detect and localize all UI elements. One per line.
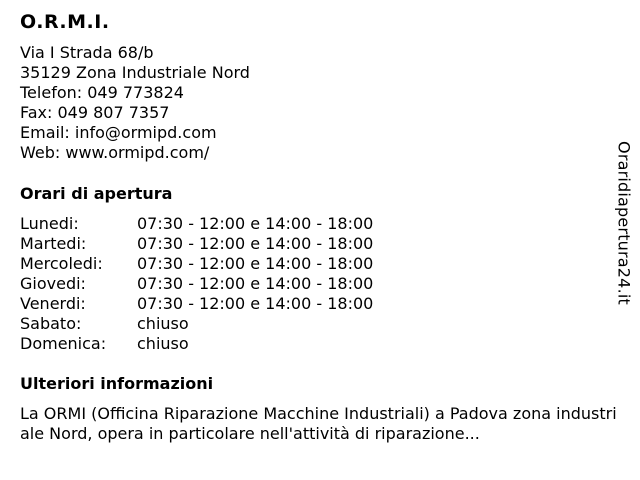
hours-row-sunday (20, 334, 373, 354)
time-value: 07:30 - 12:00 e 14:00 - 18:00 (137, 274, 374, 293)
hours-row-tuesday (20, 234, 373, 254)
time-value: chiuso (137, 314, 189, 333)
day-label: Mercoledi: (20, 254, 103, 273)
watermark-text: Oraridiapertura24.it (614, 141, 634, 305)
day-label: Lunedi: (20, 214, 79, 233)
hours-row-wednesday (20, 254, 373, 274)
hours-row-monday (20, 214, 373, 234)
day-label: Martedi: (20, 234, 87, 253)
hours-row-friday (20, 294, 373, 314)
day-label: Giovedi: (20, 274, 86, 293)
hours-row-saturday (20, 314, 373, 334)
day-label: Sabato: (20, 314, 82, 333)
opening-hours-table (20, 214, 373, 354)
address-city: 35129 Zona Industriale Nord (20, 63, 250, 82)
day-label: Venerdi: (20, 294, 86, 313)
opening-hours-heading: Orari di apertura (20, 184, 173, 203)
business-name: O.R.M.I. (20, 11, 110, 33)
time-value: chiuso (137, 334, 189, 353)
time-value: 07:30 - 12:00 e 14:00 - 18:00 (137, 294, 374, 313)
time-value: 07:30 - 12:00 e 14:00 - 18:00 (137, 254, 374, 273)
day-label: Domenica: (20, 334, 107, 353)
time-value: 07:30 - 12:00 e 14:00 - 18:00 (137, 234, 374, 253)
site-watermark (612, 135, 636, 311)
more-info-heading: Ulteriori informazioni (20, 374, 214, 393)
time-value: 07:30 - 12:00 e 14:00 - 18:00 (137, 214, 374, 233)
address-street: Via I Strada 68/b (20, 43, 154, 62)
contact-details (20, 43, 250, 163)
fax-number: Fax: 049 807 7357 (20, 103, 170, 122)
website: Web: www.ormipd.com/ (20, 143, 210, 162)
hours-row-thursday (20, 274, 373, 294)
phone-number: Telefon: 049 773824 (20, 83, 184, 102)
description-text: La ORMI (Officina Riparazione Macchine Industriali) a Padova zona industriale Nord, opera in particolare nell'attività di riparazione... (20, 404, 617, 443)
email-address: Email: info@ormipd.com (20, 123, 217, 142)
